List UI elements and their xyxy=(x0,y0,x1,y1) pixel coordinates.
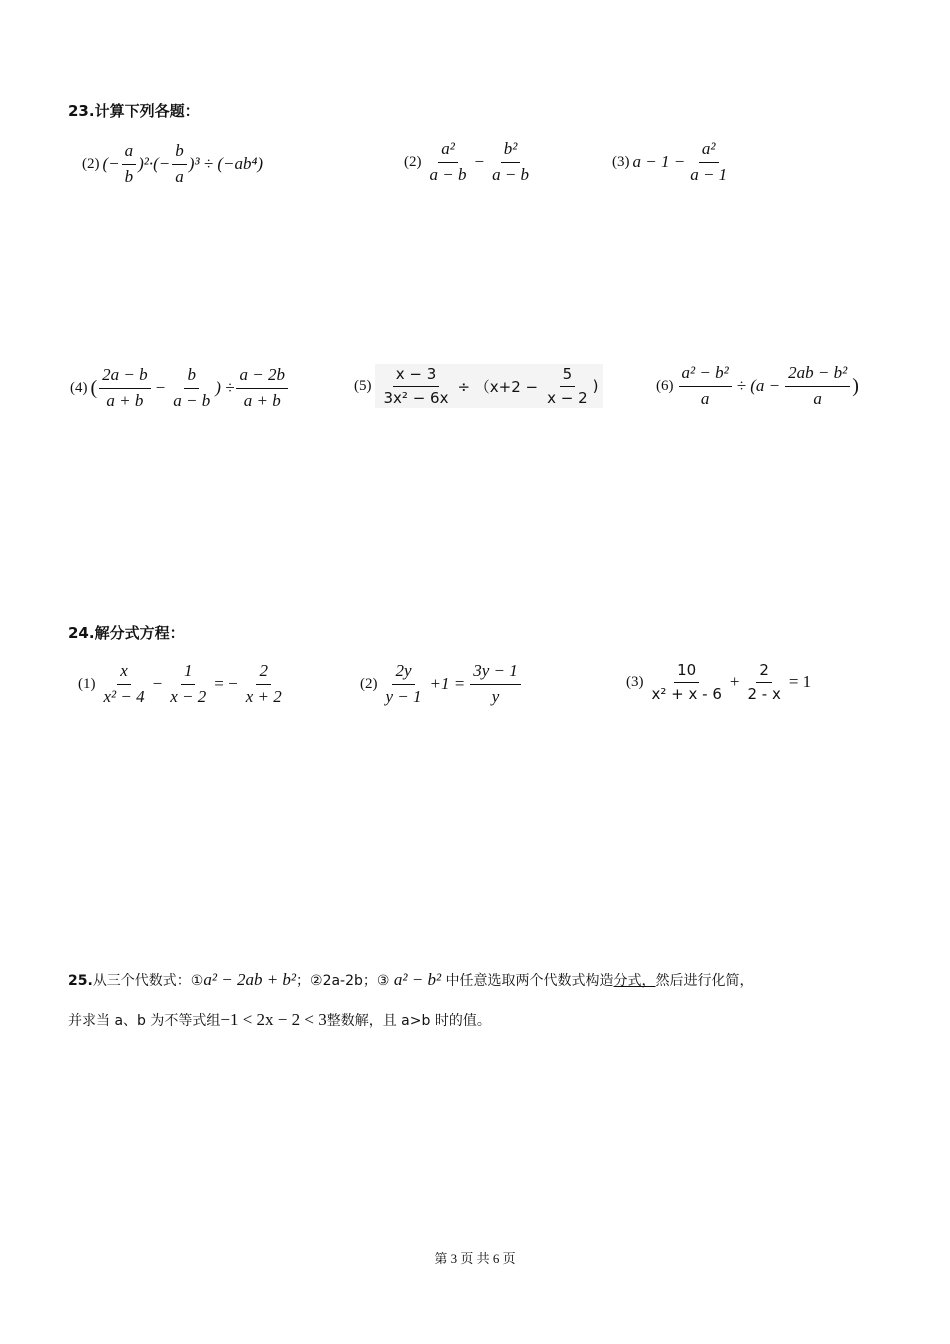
numerator: 2ab − b² xyxy=(785,364,850,387)
operator: − xyxy=(474,152,485,172)
expression: a² − b² xyxy=(393,970,442,989)
numerator: 2 xyxy=(256,662,271,685)
numerator: 2 xyxy=(756,662,772,683)
numerator: a² xyxy=(699,140,719,163)
expr-part: (− xyxy=(102,154,120,174)
denominator: y − 1 xyxy=(385,686,422,706)
fraction xyxy=(427,140,470,184)
numerator: 2a − b xyxy=(99,366,150,389)
q25-line-2 xyxy=(68,1010,898,1031)
numerator: a² − b² xyxy=(679,364,732,387)
expr-part: ÷ （x+2 − xyxy=(457,377,539,396)
fraction xyxy=(744,662,783,702)
problem-number: (4) xyxy=(70,379,88,396)
expression-image xyxy=(375,364,603,408)
problem-number: (3) xyxy=(626,673,644,690)
denominator: a xyxy=(813,388,822,408)
denominator: 3x² − 6x xyxy=(383,388,449,407)
text: ；②2a-2b；③ xyxy=(296,973,394,989)
numerator: 10 xyxy=(674,662,699,683)
denominator: a − b xyxy=(492,164,530,184)
q23-problem-3 xyxy=(612,140,732,184)
q24-heading: 24.解分式方程： xyxy=(68,624,185,642)
q24-problem-3 xyxy=(626,662,814,702)
denominator: y xyxy=(491,686,500,706)
q23-heading: 23.计算下列各题： xyxy=(68,102,200,120)
numerator: x xyxy=(117,662,131,685)
q24-problem-1 xyxy=(78,662,287,706)
q25-line-1 xyxy=(68,970,898,991)
denominator: a xyxy=(700,388,710,408)
expr-part: +1 = xyxy=(429,674,466,694)
expression: a² − 2ab + b² xyxy=(203,970,297,989)
fraction xyxy=(544,366,591,406)
fraction xyxy=(167,662,209,706)
q23-problem-6 xyxy=(656,364,859,408)
fraction xyxy=(170,366,213,410)
expr-part: )²·(− xyxy=(138,154,171,174)
problem-number: 25. xyxy=(68,973,93,989)
fraction xyxy=(122,142,137,186)
denominator: a xyxy=(175,166,184,186)
q23-problem-4 xyxy=(70,366,290,410)
denominator: 2 - x xyxy=(747,684,781,703)
denominator: x² − 4 xyxy=(103,686,145,706)
denominator: b xyxy=(124,166,134,186)
q23-problem-5 xyxy=(354,364,603,408)
paren: ( xyxy=(90,376,98,399)
problem-number: (1) xyxy=(78,675,96,692)
problem-number: (2) xyxy=(360,675,378,692)
fraction xyxy=(243,662,285,706)
numerator: x − 3 xyxy=(393,366,440,387)
operator: − xyxy=(155,378,166,398)
numerator: b xyxy=(172,142,187,165)
problem-number: (5) xyxy=(354,377,372,394)
numerator: 3y − 1 xyxy=(470,662,521,685)
text: 中任意选取两个代数式构造 xyxy=(441,973,614,989)
paren: ) xyxy=(852,374,859,397)
operator: = 1 xyxy=(788,672,812,691)
expr-part: a − 1 − xyxy=(632,152,686,172)
q23-problem-2 xyxy=(404,140,534,184)
q24-problem-2 xyxy=(360,662,523,706)
fraction xyxy=(172,142,187,186)
fraction xyxy=(99,366,150,410)
problem-number: (2) xyxy=(404,153,422,170)
numerator: b xyxy=(184,366,199,389)
denominator: x − 2 xyxy=(170,686,207,706)
fraction xyxy=(785,364,850,408)
problem-number: (3) xyxy=(612,153,630,170)
numerator: a − 2b xyxy=(236,366,287,389)
expr-part: )³ ÷ (−ab⁴) xyxy=(188,154,264,174)
fraction xyxy=(679,364,732,408)
text: 整数解，且 a>b 时的值。 xyxy=(326,1013,491,1029)
fraction xyxy=(687,140,730,184)
q23-problem-1 xyxy=(82,142,263,186)
numerator: a xyxy=(122,142,137,165)
fraction xyxy=(381,366,452,406)
expr-part: ÷ (a − xyxy=(736,376,781,396)
numerator: a² xyxy=(438,140,458,163)
paren: ) xyxy=(592,377,599,395)
numerator: 2y xyxy=(392,662,414,685)
denominator: x² + x - 6 xyxy=(651,684,722,703)
text: 然后进行化简， xyxy=(655,973,754,989)
denominator: a − 1 xyxy=(690,164,728,184)
page-footer: 第 3 页 共 6 页 xyxy=(434,1251,516,1266)
numerator: 1 xyxy=(181,662,196,685)
expr-part: ) ÷ xyxy=(215,378,235,398)
operator: + xyxy=(729,672,740,691)
text: 从三个代数式：① xyxy=(92,973,204,989)
fraction xyxy=(470,662,521,706)
expression: −1 < 2x − 2 < 3 xyxy=(220,1010,327,1029)
operator: = − xyxy=(214,674,238,694)
fraction xyxy=(489,140,532,184)
fraction xyxy=(236,366,287,410)
text: 并求当 a、b 为不等式组 xyxy=(68,1013,221,1029)
fraction xyxy=(101,662,148,706)
numerator: b² xyxy=(501,140,521,163)
numerator: 5 xyxy=(560,366,576,387)
denominator: a + b xyxy=(106,390,144,410)
fraction xyxy=(383,662,425,706)
problem-number: (2) xyxy=(82,155,100,172)
denominator: a − b xyxy=(173,390,211,410)
denominator: x + 2 xyxy=(245,686,282,706)
problem-number: (6) xyxy=(656,377,674,394)
denominator: a − b xyxy=(429,164,467,184)
denominator: x − 2 xyxy=(547,388,588,407)
operator: − xyxy=(152,674,163,694)
underlined-text: 分式， xyxy=(613,973,656,989)
fraction xyxy=(649,662,725,702)
denominator: a + b xyxy=(243,390,281,410)
